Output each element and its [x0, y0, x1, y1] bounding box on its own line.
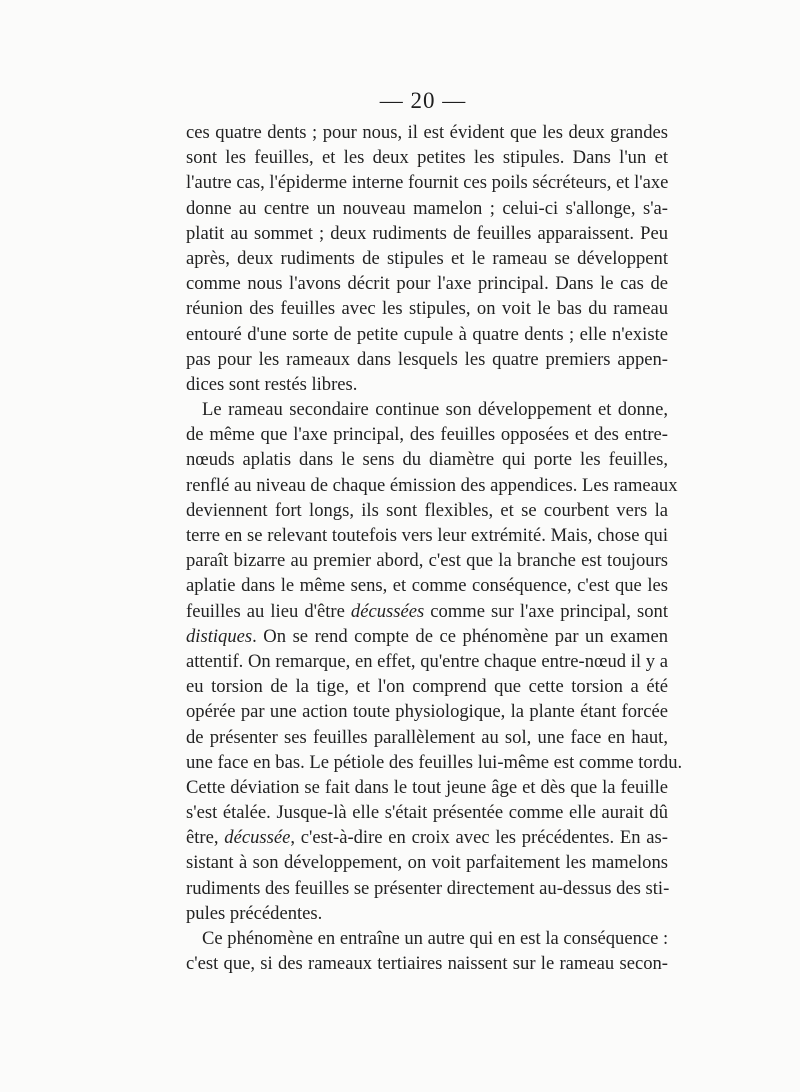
text-line: entouré d'une sorte de petite cupule à quatre dents ; elle n'existe [186, 323, 668, 345]
text-segment: feuilles au lieu d'être [186, 600, 351, 622]
text-line: attentif. On remarque, en effet, qu'entre chaque entre-nœud il y a [186, 650, 668, 672]
text-segment: , c'est-à-dire en croix avec les précédentes. En as- [290, 827, 668, 849]
text-segment: . On se rend compte de ce phénomène par un examen [252, 625, 668, 647]
text-line: de même que l'axe principal, des feuilles opposées et des entre- [186, 424, 668, 446]
text-line: donne au centre un nouveau mamelon ; celui-ci s'allonge, s'a- [186, 197, 668, 219]
text-line: opérée par une action toute physiologique, la plante étant forcée [186, 701, 668, 723]
text-line [186, 825, 668, 850]
body-text [186, 120, 683, 976]
text-line: sont les feuilles, et les deux petites les stipules. Dans l'un et [186, 147, 668, 169]
text-line: rudiments des feuilles se présenter directement au-dessus des sti- [186, 877, 670, 899]
page-number: — 20 — [379, 88, 467, 113]
text-line: réunion des feuilles avec les stipules, on voit le bas du rameau [186, 298, 668, 320]
text-line [186, 599, 668, 624]
text-line: deviennent fort longs, ils sont flexibles, et se courbent vers la [186, 499, 668, 521]
italic-term: distiques [186, 625, 253, 647]
text-line: une face en bas. Le pétiole des feuilles lui-même est comme tordu. [186, 751, 683, 773]
text-line: platit au sommet ; deux rudiments de feuilles apparaissent. Peu [186, 222, 668, 244]
text-line: Ce phénomène en entraîne un autre qui en est la conséquence : [202, 928, 669, 949]
italic-term: décussées [350, 600, 425, 622]
text-line: l'autre cas, l'épiderme interne fournit ces poils sécréteurs, et l'axe [186, 172, 669, 194]
text-line: paraît bizarre au premier abord, c'est que la branche est toujours [186, 550, 668, 572]
text-line: dices sont restés libres. [186, 373, 358, 395]
text-segment: comme sur l'axe principal, sont [424, 600, 668, 622]
text-line: comme nous l'avons décrit pour l'axe principal. Dans le cas de [186, 273, 668, 295]
text-line: pas pour les rameaux dans lesquels les quatre premiers appen- [186, 348, 668, 370]
text-line: de présenter ses feuilles parallèlement au sol, une face en haut, [186, 726, 668, 748]
text-line: renflé au niveau de chaque émission des appendices. Les rameaux [186, 474, 678, 496]
text-line: Cette déviation se fait dans le tout jeune âge et dès que la feuille [186, 776, 668, 798]
text-line: ces quatre dents ; pour nous, il est évident que les deux grandes [186, 122, 668, 143]
text-line: après, deux rudiments de stipules et le rameau se développent [186, 247, 668, 269]
text-line: s'est étalée. Jusque-là elle s'était présentée comme elle aurait dû [186, 802, 668, 824]
text-line: sistant à son développement, on voit parfaitement les mamelons [186, 852, 668, 874]
text-line: terre en se relevant toutefois vers leur extrémité. Mais, chose qui [186, 525, 668, 546]
text-line [186, 624, 668, 649]
text-line: Le rameau secondaire continue son développement et donne, [202, 399, 668, 421]
text-line: aplatie dans le même sens, et comme conséquence, c'est que les [186, 575, 668, 597]
text-segment: être, [186, 827, 225, 849]
italic-term: décussée [224, 827, 291, 849]
text-line: c'est que, si des rameaux tertiaires naissent sur le rameau secon- [186, 953, 668, 975]
text-line: pules précédentes. [186, 902, 323, 924]
text-line: eu torsion de la tige, et l'on comprend que cette torsion a été [186, 676, 668, 698]
text-line: nœuds aplatis dans le sens du diamètre qui porte les feuilles, [186, 449, 668, 471]
